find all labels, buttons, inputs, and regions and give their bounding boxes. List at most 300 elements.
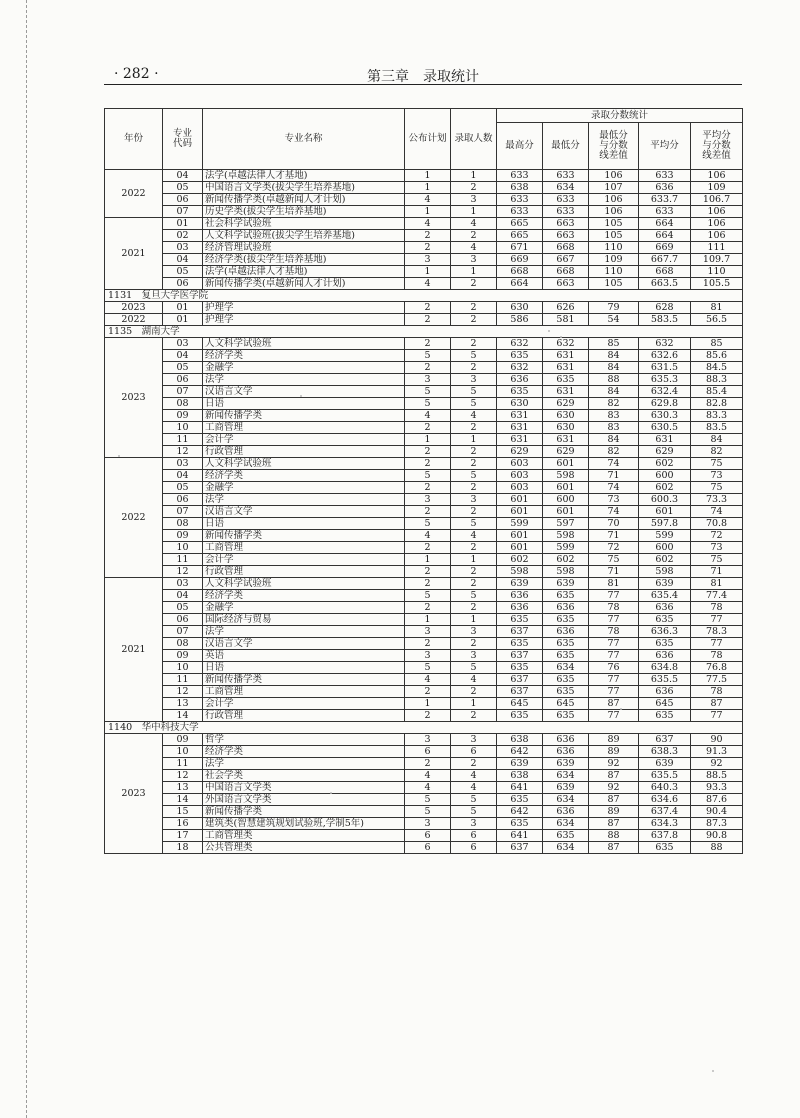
- cell-admitted: 3: [451, 194, 497, 206]
- cell-plan: 4: [405, 674, 451, 686]
- cell-min: 634: [543, 842, 589, 854]
- cell-max: 638: [497, 734, 543, 746]
- cell-max: 638: [497, 770, 543, 782]
- cell-min: 635: [543, 674, 589, 686]
- cell-year: 2023: [105, 734, 163, 854]
- cell-major-name: 国际经济与贸易: [203, 614, 405, 626]
- cell-avg-diff: 84.5: [691, 362, 743, 374]
- cell-min: 636: [543, 746, 589, 758]
- cell-admitted: 5: [451, 350, 497, 362]
- cell-admitted: 5: [451, 518, 497, 530]
- cell-min-diff: 78: [589, 602, 639, 614]
- cell-admitted: 4: [451, 218, 497, 230]
- cell-plan: 2: [405, 638, 451, 650]
- cell-plan: 4: [405, 770, 451, 782]
- cell-min: 636: [543, 602, 589, 614]
- cell-min-diff: 87: [589, 698, 639, 710]
- cell-min-diff: 70: [589, 518, 639, 530]
- cell-code: 04: [163, 590, 203, 602]
- cell-code: 06: [163, 614, 203, 626]
- cell-major-name: 汉语言文学: [203, 506, 405, 518]
- cell-avg: 633: [639, 170, 691, 182]
- cell-max: 635: [497, 710, 543, 722]
- page-header: [104, 62, 742, 85]
- table-row: [105, 242, 743, 254]
- cell-admitted: 2: [451, 602, 497, 614]
- cell-avg-diff: 90.4: [691, 806, 743, 818]
- cell-avg: 635: [639, 710, 691, 722]
- cell-avg-diff: 106: [691, 170, 743, 182]
- cell-code: 18: [163, 842, 203, 854]
- cell-min-diff: 75: [589, 554, 639, 566]
- col-header-stats-group: 录取分数统计: [497, 109, 743, 123]
- cell-min-diff: 87: [589, 770, 639, 782]
- cell-admitted: 2: [451, 686, 497, 698]
- cell-min: 626: [543, 302, 589, 314]
- cell-avg-diff: 90: [691, 734, 743, 746]
- cell-admitted: 2: [451, 638, 497, 650]
- cell-admitted: 2: [451, 230, 497, 242]
- cell-avg-diff: 77: [691, 638, 743, 650]
- cell-min-diff: 105: [589, 218, 639, 230]
- cell-major-name: 护理学: [203, 314, 405, 326]
- cell-max: 639: [497, 578, 543, 590]
- cell-max: 631: [497, 410, 543, 422]
- cell-min: 632: [543, 338, 589, 350]
- table-row: [105, 758, 743, 770]
- cell-major-name: 法学: [203, 626, 405, 638]
- cell-plan: 5: [405, 398, 451, 410]
- cell-min: 633: [543, 206, 589, 218]
- cell-plan: 5: [405, 518, 451, 530]
- cell-admitted: 4: [451, 410, 497, 422]
- cell-avg-diff: 75: [691, 554, 743, 566]
- cell-max: 632: [497, 362, 543, 374]
- cell-avg-diff: 77.4: [691, 590, 743, 602]
- table-row: [105, 362, 743, 374]
- table-row: [105, 566, 743, 578]
- cell-admitted: 1: [451, 266, 497, 278]
- cell-code: 09: [163, 530, 203, 542]
- page-number: · 282 ·: [114, 66, 159, 82]
- cell-max: 635: [497, 662, 543, 674]
- cell-code: 04: [163, 170, 203, 182]
- cell-admitted: 3: [451, 254, 497, 266]
- cell-plan: 3: [405, 494, 451, 506]
- cell-plan: 5: [405, 794, 451, 806]
- cell-major-name: 日语: [203, 398, 405, 410]
- cell-min-diff: 106: [589, 194, 639, 206]
- cell-min-diff: 110: [589, 242, 639, 254]
- cell-plan: 2: [405, 686, 451, 698]
- cell-min: 600: [543, 494, 589, 506]
- cell-plan: 2: [405, 302, 451, 314]
- cell-min-diff: 84: [589, 362, 639, 374]
- cell-major-name: 人文科学试验班(拔尖学生培养基地): [203, 230, 405, 242]
- cell-max: 645: [497, 698, 543, 710]
- cell-plan: 5: [405, 590, 451, 602]
- cell-avg: 635: [639, 614, 691, 626]
- table-row: [105, 458, 743, 470]
- cell-major-name: 日语: [203, 518, 405, 530]
- cell-max: 635: [497, 794, 543, 806]
- cell-min-diff: 92: [589, 782, 639, 794]
- table-row: [105, 626, 743, 638]
- cell-plan: 5: [405, 662, 451, 674]
- cell-admitted: 1: [451, 698, 497, 710]
- cell-plan: 4: [405, 278, 451, 290]
- cell-plan: 2: [405, 422, 451, 434]
- cell-min-diff: 89: [589, 746, 639, 758]
- cell-min: 597: [543, 518, 589, 530]
- cell-plan: 3: [405, 650, 451, 662]
- cell-admitted: 5: [451, 794, 497, 806]
- cell-avg-diff: 85: [691, 338, 743, 350]
- cell-max: 633: [497, 170, 543, 182]
- cell-min-diff: 92: [589, 758, 639, 770]
- table-row: [105, 170, 743, 182]
- cell-avg: 634.3: [639, 818, 691, 830]
- cell-admitted: 5: [451, 386, 497, 398]
- cell-avg-diff: 83.3: [691, 410, 743, 422]
- cell-min-diff: 81: [589, 578, 639, 590]
- cell-max: 635: [497, 350, 543, 362]
- cell-admitted: 1: [451, 170, 497, 182]
- cell-min-diff: 109: [589, 254, 639, 266]
- cell-plan: 2: [405, 566, 451, 578]
- cell-code: 05: [163, 602, 203, 614]
- cell-major-name: 经济学类: [203, 590, 405, 602]
- cell-code: 14: [163, 794, 203, 806]
- cell-major-name: 法学(卓越法律人才基地): [203, 170, 405, 182]
- cell-avg: 635.4: [639, 590, 691, 602]
- table-row: [105, 254, 743, 266]
- col-header-min-diff-text: 最低分 与分数 线差值: [599, 130, 628, 161]
- cell-min: 636: [543, 806, 589, 818]
- cell-max: 636: [497, 602, 543, 614]
- cell-code: 06: [163, 374, 203, 386]
- cell-avg: 629: [639, 446, 691, 458]
- cell-avg: 664: [639, 230, 691, 242]
- cell-major-name: 新闻传播学类: [203, 674, 405, 686]
- cell-min-diff: 105: [589, 278, 639, 290]
- cell-avg: 669: [639, 242, 691, 254]
- cell-avg: 635.3: [639, 374, 691, 386]
- cell-avg: 635.5: [639, 674, 691, 686]
- cell-major-name: 人文科学试验班: [203, 338, 405, 350]
- scan-speck: [620, 708, 622, 710]
- table-row: [105, 218, 743, 230]
- cell-min: 631: [543, 434, 589, 446]
- cell-min: 634: [543, 770, 589, 782]
- table-row: [105, 770, 743, 782]
- cell-plan: 1: [405, 698, 451, 710]
- cell-code: 09: [163, 734, 203, 746]
- table-row: [105, 278, 743, 290]
- cell-min-diff: 82: [589, 446, 639, 458]
- cell-code: 05: [163, 482, 203, 494]
- cell-admitted: 2: [451, 362, 497, 374]
- cell-min-diff: 73: [589, 494, 639, 506]
- cell-min: 663: [543, 230, 589, 242]
- cell-major-name: 工商管理类: [203, 830, 405, 842]
- cell-min: 667: [543, 254, 589, 266]
- cell-avg: 628: [639, 302, 691, 314]
- table-row: [105, 386, 743, 398]
- cell-min-diff: 74: [589, 482, 639, 494]
- cell-max: 603: [497, 458, 543, 470]
- cell-code: 12: [163, 686, 203, 698]
- cell-avg-diff: 87.6: [691, 794, 743, 806]
- cell-min-diff: 82: [589, 398, 639, 410]
- cell-min: 636: [543, 626, 589, 638]
- cell-major-name: 中国语言文学类(拔尖学生培养基地): [203, 182, 405, 194]
- col-header-avg-diff: [691, 123, 743, 170]
- cell-admitted: 1: [451, 434, 497, 446]
- cell-max: 638: [497, 182, 543, 194]
- cell-min-diff: 76: [589, 662, 639, 674]
- cell-admitted: 3: [451, 734, 497, 746]
- cell-min-diff: 83: [589, 422, 639, 434]
- cell-plan: 4: [405, 218, 451, 230]
- cell-avg-diff: 73: [691, 470, 743, 482]
- cell-avg: 631.5: [639, 362, 691, 374]
- cell-code: 07: [163, 206, 203, 218]
- cell-admitted: 4: [451, 674, 497, 686]
- cell-plan: 5: [405, 386, 451, 398]
- cell-min-diff: 107: [589, 182, 639, 194]
- cell-code: 03: [163, 242, 203, 254]
- cell-avg-diff: 81: [691, 302, 743, 314]
- cell-code: 05: [163, 266, 203, 278]
- table-body: [105, 170, 743, 854]
- cell-year: 2022: [105, 314, 163, 326]
- cell-major-name: 法学: [203, 374, 405, 386]
- cell-major-name: 英语: [203, 650, 405, 662]
- cell-plan: 6: [405, 842, 451, 854]
- cell-min-diff: 77: [589, 638, 639, 650]
- cell-max: 635: [497, 386, 543, 398]
- table-row: [105, 470, 743, 482]
- cell-avg-diff: 87: [691, 698, 743, 710]
- cell-plan: 3: [405, 374, 451, 386]
- cell-max: 633: [497, 194, 543, 206]
- cell-min: 635: [543, 830, 589, 842]
- cell-code: 09: [163, 650, 203, 662]
- cell-max: 633: [497, 206, 543, 218]
- cell-code: 08: [163, 518, 203, 530]
- cell-min: 639: [543, 578, 589, 590]
- cell-max: 641: [497, 782, 543, 794]
- cell-min: 663: [543, 278, 589, 290]
- cell-avg: 602: [639, 482, 691, 494]
- table-row: [105, 266, 743, 278]
- table-row: [105, 554, 743, 566]
- cell-year: 2023: [105, 338, 163, 458]
- table-row: [105, 842, 743, 854]
- cell-admitted: 6: [451, 746, 497, 758]
- school-header-row: [105, 326, 743, 338]
- cell-plan: 4: [405, 530, 451, 542]
- col-header-name: 专业名称: [203, 109, 405, 170]
- cell-admitted: 4: [451, 530, 497, 542]
- cell-min-diff: 71: [589, 470, 639, 482]
- cell-min: 598: [543, 566, 589, 578]
- table-row: [105, 590, 743, 602]
- school-name: 1131 复旦大学医学院: [105, 290, 743, 302]
- cell-code: 09: [163, 410, 203, 422]
- table-row: [105, 482, 743, 494]
- cell-min: 634: [543, 662, 589, 674]
- cell-avg: 634.6: [639, 794, 691, 806]
- cell-avg: 599: [639, 530, 691, 542]
- cell-avg-diff: 83.5: [691, 422, 743, 434]
- cell-avg-diff: 106.7: [691, 194, 743, 206]
- cell-avg-diff: 78.3: [691, 626, 743, 638]
- cell-code: 11: [163, 674, 203, 686]
- cell-major-name: 行政管理: [203, 446, 405, 458]
- cell-admitted: 5: [451, 806, 497, 818]
- cell-avg: 636: [639, 602, 691, 614]
- cell-avg: 667.7: [639, 254, 691, 266]
- cell-min: 629: [543, 446, 589, 458]
- cell-avg-diff: 77.5: [691, 674, 743, 686]
- cell-admitted: 4: [451, 770, 497, 782]
- cell-min: 631: [543, 362, 589, 374]
- cell-min-diff: 77: [589, 650, 639, 662]
- cell-max: 635: [497, 638, 543, 650]
- cell-code: 05: [163, 182, 203, 194]
- cell-avg-diff: 106: [691, 206, 743, 218]
- cell-major-name: 护理学: [203, 302, 405, 314]
- table-row: [105, 446, 743, 458]
- cell-code: 06: [163, 494, 203, 506]
- cell-min: 631: [543, 386, 589, 398]
- cell-avg-diff: 91.3: [691, 746, 743, 758]
- cell-plan: 2: [405, 242, 451, 254]
- table-row: [105, 806, 743, 818]
- cell-min-diff: 87: [589, 818, 639, 830]
- col-header-min-diff: [589, 123, 639, 170]
- cell-code: 08: [163, 638, 203, 650]
- cell-code: 01: [163, 314, 203, 326]
- cell-code: 03: [163, 338, 203, 350]
- cell-avg-diff: 109: [691, 182, 743, 194]
- cell-major-name: 行政管理: [203, 566, 405, 578]
- cell-min: 635: [543, 374, 589, 386]
- cell-avg: 639: [639, 758, 691, 770]
- cell-plan: 2: [405, 710, 451, 722]
- cell-admitted: 2: [451, 338, 497, 350]
- cell-avg-diff: 82.8: [691, 398, 743, 410]
- cell-avg-diff: 106: [691, 230, 743, 242]
- cell-max: 642: [497, 806, 543, 818]
- cell-avg: 583.5: [639, 314, 691, 326]
- table-row: [105, 422, 743, 434]
- cell-avg: 600: [639, 542, 691, 554]
- table-row: [105, 614, 743, 626]
- cell-major-name: 会计学: [203, 434, 405, 446]
- cell-min: 629: [543, 398, 589, 410]
- cell-admitted: 6: [451, 842, 497, 854]
- cell-max: 637: [497, 626, 543, 638]
- cell-plan: 2: [405, 602, 451, 614]
- table-row: [105, 650, 743, 662]
- cell-avg-diff: 111: [691, 242, 743, 254]
- cell-min-diff: 72: [589, 542, 639, 554]
- cell-major-name: 经济学类: [203, 470, 405, 482]
- cell-min-diff: 89: [589, 734, 639, 746]
- cell-admitted: 1: [451, 554, 497, 566]
- table-row: [105, 782, 743, 794]
- cell-max: 603: [497, 470, 543, 482]
- cell-avg-diff: 87.3: [691, 818, 743, 830]
- cell-max: 635: [497, 614, 543, 626]
- cell-min: 668: [543, 266, 589, 278]
- cell-major-name: 新闻传播学类: [203, 530, 405, 542]
- cell-plan: 2: [405, 230, 451, 242]
- cell-avg: 632.4: [639, 386, 691, 398]
- scan-speck: [330, 792, 332, 794]
- table-row: [105, 194, 743, 206]
- cell-avg: 630.3: [639, 410, 691, 422]
- cell-code: 17: [163, 830, 203, 842]
- cell-avg-diff: 88.3: [691, 374, 743, 386]
- cell-max: 586: [497, 314, 543, 326]
- cell-code: 04: [163, 254, 203, 266]
- cell-min: 631: [543, 350, 589, 362]
- cell-plan: 3: [405, 734, 451, 746]
- cell-major-name: 金融学: [203, 482, 405, 494]
- cell-code: 12: [163, 566, 203, 578]
- cell-min: 601: [543, 458, 589, 470]
- cell-code: 07: [163, 626, 203, 638]
- cell-avg: 640.3: [639, 782, 691, 794]
- cell-admitted: 2: [451, 710, 497, 722]
- cell-avg-diff: 88: [691, 842, 743, 854]
- cell-avg: 602: [639, 554, 691, 566]
- school-name: 1135 湖南大学: [105, 326, 743, 338]
- table-row: [105, 542, 743, 554]
- table-row: [105, 830, 743, 842]
- cell-avg-diff: 77: [691, 614, 743, 626]
- cell-avg-diff: 90.8: [691, 830, 743, 842]
- cell-avg: 638.3: [639, 746, 691, 758]
- cell-admitted: 2: [451, 542, 497, 554]
- cell-plan: 2: [405, 446, 451, 458]
- cell-min-diff: 106: [589, 170, 639, 182]
- cell-min: 635: [543, 614, 589, 626]
- cell-year: 2023: [105, 302, 163, 314]
- cell-max: 601: [497, 506, 543, 518]
- cell-admitted: 2: [451, 182, 497, 194]
- cell-plan: 5: [405, 350, 451, 362]
- cell-max: 669: [497, 254, 543, 266]
- cell-year: 2022: [105, 170, 163, 218]
- cell-code: 15: [163, 806, 203, 818]
- cell-avg: 598: [639, 566, 691, 578]
- cell-code: 06: [163, 194, 203, 206]
- cell-min: 602: [543, 554, 589, 566]
- col-header-year: 年份: [105, 109, 163, 170]
- cell-min-diff: 105: [589, 230, 639, 242]
- cell-min-diff: 84: [589, 434, 639, 446]
- cell-major-name: 工商管理: [203, 542, 405, 554]
- cell-min: 633: [543, 170, 589, 182]
- cell-year: 2021: [105, 578, 163, 722]
- cell-avg-diff: 70.8: [691, 518, 743, 530]
- cell-min-diff: 74: [589, 506, 639, 518]
